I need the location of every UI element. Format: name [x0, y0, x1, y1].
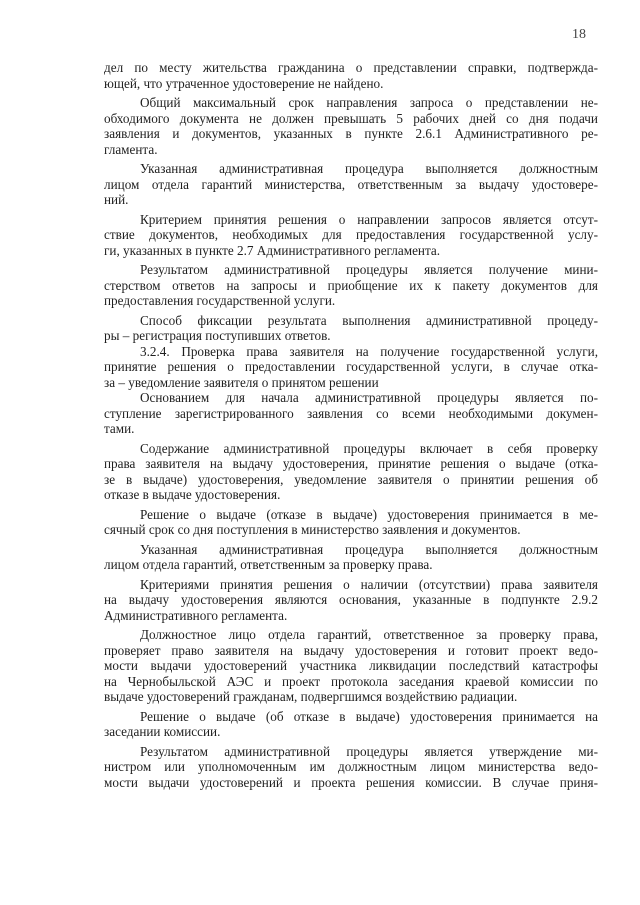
text-line: тами.	[104, 421, 135, 436]
text-line: отказе в выдаче удостоверения.	[104, 487, 281, 502]
text-line: мости выдачи удостоверений и проекта решения комиссии. В случае приня-	[104, 774, 598, 790]
text-line: ры – регистрация поступивших ответов.	[104, 328, 331, 343]
text-line: Результатом административной процедуры является получение мини-	[140, 262, 598, 277]
text-line: Указанная административная процедура выполняется должностным	[140, 161, 598, 176]
text-line: заявления и документов, указанных в пункте 2.6.1 Административного ре-	[104, 126, 598, 141]
text-line: ствие документов, необходимых для предоставления государственной услу-	[104, 227, 598, 242]
text-line: Указанная административная процедура выполняется должностным	[140, 541, 598, 557]
text-line: Решение о выдаче (отказе в выдаче) удостоверения принимается в ме-	[140, 506, 598, 522]
text-line: ний.	[104, 192, 129, 207]
text-line: гламента.	[104, 141, 158, 157]
text-line: обходимого документа не должен превышать 5 рабочих дней со дня подачи	[104, 110, 598, 126]
text-line: дел по месту жительства гражданина о представлении справки, подтвержда-	[104, 60, 598, 75]
text-line: на выдачу удостоверения являются основания, указанные в подпункте 2.9.2	[104, 592, 598, 607]
text-line: Результатом административной процедуры является утверждение ми-	[140, 743, 598, 759]
text-line: ги, указанных в пункте 2.7 Административного регламента.	[104, 242, 441, 258]
text-line: за – уведомление заявителя о принятом решении	[104, 374, 379, 390]
text-line: права заявителя на выдачу удостоверения, принятие решения о выдаче (отка-	[104, 456, 598, 471]
text-line: Должностное лицо отдела гарантий, ответственное за проверку права,	[140, 627, 598, 642]
text-line: 3.2.4. Проверка права заявителя на получение государственной услуги,	[140, 343, 598, 359]
text-line: Критерием принятия решения о направлении запросов является отсут-	[140, 211, 598, 227]
text-line: предоставления государственной услуги.	[104, 293, 336, 308]
text-line: мости выдачи удостоверений участника ликвидации последствий катастрофы	[104, 658, 598, 673]
text-line: проверяет право заявителя на выдачу удостоверения и готовит проект ведо-	[104, 642, 598, 658]
text-line: Административного регламента.	[104, 607, 288, 623]
text-line: Общий максимальный срок направления запроса о представлении не-	[140, 95, 598, 110]
text-line: лицом отдела гарантий министерства, ответственным за выдачу удостовере-	[104, 176, 598, 192]
text-line: Содержание административной процедуры включает в себя проверку	[140, 440, 598, 456]
body-text	[104, 60, 598, 790]
text-line: выдаче удостоверений гражданам, подвергшимся воздействию радиации.	[104, 689, 518, 704]
text-line: нистром или уполномоченным им должностным лицом министерства ведо-	[104, 759, 598, 774]
text-line: ступление зарегистрированного заявления со всеми необходимыми докумен-	[104, 405, 598, 421]
text-line: зе в выдаче) удостоверения, уведомление заявителя о принятии решения об	[104, 471, 598, 487]
text-line: заседании комиссии.	[104, 724, 221, 739]
text-line: лицом отдела гарантий, ответственным за проверку права.	[104, 557, 433, 572]
text-line: на Чернобыльской АЭС и проект протокола заседания краевой комиссии по	[104, 673, 598, 689]
text-line: Критериями принятия решения о наличии (отсутствии) права заявителя	[140, 576, 598, 592]
page-number: 18	[572, 27, 586, 42]
text-line: Основанием для начала административной процедуры является по-	[140, 390, 598, 405]
text-line: ющей, что утраченное удостоверение не найдено.	[104, 75, 384, 91]
text-line: Способ фиксации результата выполнения административной процеду-	[140, 312, 598, 328]
text-line: стерством ответов на запросы и приобщение их к пакету документов для	[104, 277, 598, 293]
text-line: Решение о выдаче (об отказе в выдаче) удостоверения принимается на	[140, 708, 598, 724]
text-line: принятие решения о предоставлении государственной услуги, в случае отка-	[104, 359, 598, 374]
text-line: сячный срок со дня поступления в министерство заявления и документов.	[104, 522, 521, 537]
